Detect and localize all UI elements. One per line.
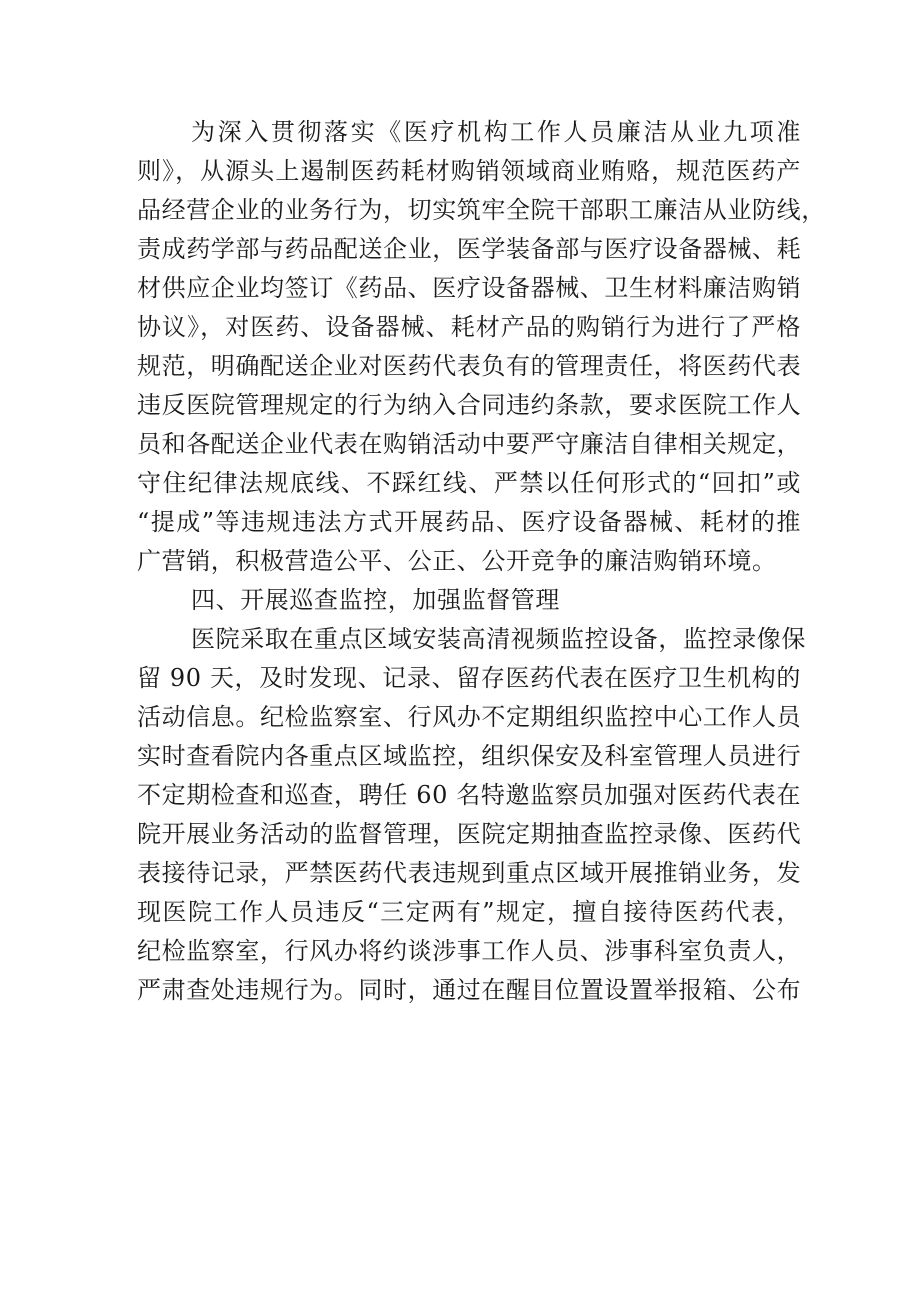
- paragraph-1-line-6: 协议》，对医药、设备器械、耗材产品的购销行为进行了严格: [137, 313, 801, 341]
- paragraph-2-line-1: 医院采取在重点区域安装高清视频监控设备，监控录像保: [191, 625, 806, 653]
- section-heading: 四、开展巡查监控，加强监督管理: [191, 586, 560, 614]
- paragraph-1-line-9: 员和各配送企业代表在购销活动中要严守廉洁自律相关规定，: [137, 430, 802, 458]
- paragraph-1-line-2: 则》，从源头上遏制医药耗材购销领域商业贿赂，规范医药产: [137, 157, 801, 185]
- paragraph-1-line-4: 责成药学部与药品配送企业，医学装备部与医疗设备器械、耗: [137, 235, 802, 263]
- paragraph-2-line-5: 不定期检查和巡查，聘任 60 名特邀监察员加强对医药代表在: [137, 781, 801, 809]
- document-body: [137, 113, 826, 1010]
- paragraph-2-line-2: 留 90 天，及时发现、记录、留存医药代表在医疗卫生机构的: [137, 664, 801, 692]
- paragraph-2-line-7: 表接待记录，严禁医药代表违规到重点区域开展推销业务，发: [137, 859, 802, 887]
- paragraph-2-line-4: 实时查看院内各重点区域监控，组织保安及科室管理人员进行: [137, 742, 802, 770]
- paragraph-1-line-8: 违反医院管理规定的行为纳入合同违约条款，要求医院工作人: [137, 391, 802, 419]
- paragraph-2-line-9: 纪检监察室，行风办将约谈涉事工作人员、涉事科室负责人，: [137, 937, 802, 965]
- paragraph-1-line-3: 品经营企业的业务行为，切实筑牢全院干部职工廉洁从业防线，: [137, 196, 826, 224]
- paragraph-1-line-7: 规范，明确配送企业对医药代表负有的管理责任，将医药代表: [137, 352, 802, 380]
- paragraph-2-line-10: 严肃查处违规行为。同时，通过在醒目位置设置举报箱、公布: [137, 976, 802, 1004]
- paragraph-1-line-11: “提成”等违规违法方式开展药品、医疗设备器械、耗材的推: [137, 508, 801, 536]
- paragraph-1-line-1: 为深入贯彻落实《医疗机构工作人员廉洁从业九项准: [191, 118, 801, 146]
- paragraph-1-line-12: 广营销，积极营造公平、公正、公开竞争的廉洁购销环境。: [137, 547, 777, 575]
- paragraph-2-line-6: 院开展业务活动的监督管理，医院定期抽查监控录像、医药代: [137, 820, 802, 848]
- paragraph-2-line-3: 活动信息。纪检监察室、行风办不定期组织监控中心工作人员: [137, 703, 802, 731]
- paragraph-2-line-8: 现医院工作人员违反“三定两有”规定，擅自接待医药代表，: [137, 898, 801, 926]
- paragraph-1-line-10: 守住纪律法规底线、不踩红线、严禁以任何形式的“回扣”或: [137, 469, 801, 497]
- paragraph-1-line-5: 材供应企业均签订《药品、医疗设备器械、卫生材料廉洁购销: [137, 274, 802, 302]
